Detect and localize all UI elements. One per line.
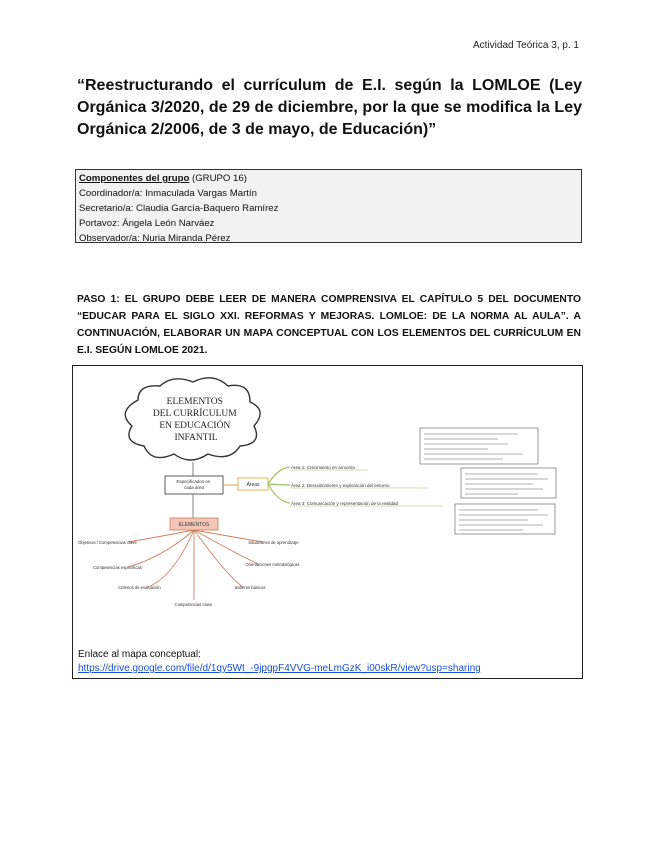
member-coordinator: Coordinador/a: Inmaculada Vargas Martín	[79, 188, 257, 199]
cloud-line-3: EN EDUCACIÓN	[159, 421, 231, 431]
areas-label: Áreas	[246, 482, 260, 488]
cloud-line-1: ELEMENTOS	[166, 397, 223, 407]
step-instructions: PASO 1: EL GRUPO DEBE LEER DE MANERA COMPRENSIVA EL CAPÍTULO 5 DEL DOCUMENTO “EDUCAR PARA EL SIGLO XXI. REFORMAS Y MEJORAS. LOMLOE: DE LA NORMA AL AULA”. A CONTINUACIÓN, ELABORAR UN MAPA CONCEPTUAL CON LOS ELEMENTOS DEL CURRÍCULUM EN E.I. SEGÚN LOMLOE 2021.	[77, 294, 581, 356]
group-id: (GRUPO 16)	[189, 173, 247, 184]
group-heading: Componentes del grupo	[79, 173, 190, 184]
concept-map-box	[72, 365, 583, 679]
concept-map-image	[78, 372, 561, 642]
element-orientaciones: Orientaciones metodológicas	[245, 562, 300, 567]
area-1-detail-box	[420, 428, 538, 464]
element-saberes: Saberes básicos	[234, 585, 266, 590]
area-2-detail-box	[461, 468, 556, 498]
group-heading-line	[79, 171, 578, 186]
element-situaciones: Situaciones de aprendizaje	[248, 540, 299, 545]
element-criterios: Criterios de evaluación	[118, 585, 161, 590]
svg-text:Objetivos / Competencias clave	[78, 540, 301, 607]
center-box-line-2: cada área	[183, 485, 205, 490]
area-1-label: Área 1: Crecimiento en armonía	[291, 465, 355, 470]
group-components-box	[75, 169, 582, 243]
area-3-detail-box	[455, 504, 555, 534]
page-header-label: Actividad Teórica 3, p. 1	[473, 40, 579, 51]
document-title: “Reestructurando el currículum de E.I. según la LOMLOE (Ley Orgánica 3/2020, de 29 de diciembre, por la que se modifica la Ley Orgánica 2/2006, de 3 de mayo, de Educación)”	[77, 77, 582, 138]
map-link[interactable]: https://drive.google.com/file/d/1qy5Wt_-9jpgpF4VVG-meLmGzK_i00skR/view?usp=sharing	[78, 663, 481, 674]
area-2-label: Área 2: Descubrimiento y exploración del entorno	[291, 483, 390, 488]
cloud-line-4: INFANTIL	[174, 433, 218, 443]
member-spokesperson: Portavoz: Ángela León Narváez	[79, 218, 215, 229]
area-3-label: Área 3: Comunicación y representación de la realidad	[291, 501, 399, 506]
elementos-label: ELEMENTOS	[178, 522, 210, 528]
cloud-line-2: DEL CURRÍCULUM	[152, 409, 237, 419]
element-objetivos: Objetivos / Competencias clave	[78, 540, 137, 545]
center-box-line-1: Especificados en	[176, 479, 211, 484]
map-link-label: Enlace al mapa conceptual:	[78, 649, 201, 660]
member-observer: Observador/a: Nuria Miranda Pérez	[79, 233, 231, 244]
element-competencias-clave: Competencias clave	[174, 602, 213, 607]
element-competencias-especificas: Competencias específicas	[92, 565, 142, 570]
member-secretary: Secretario/a: Claudia García-Baquero Ramírez	[79, 203, 279, 214]
